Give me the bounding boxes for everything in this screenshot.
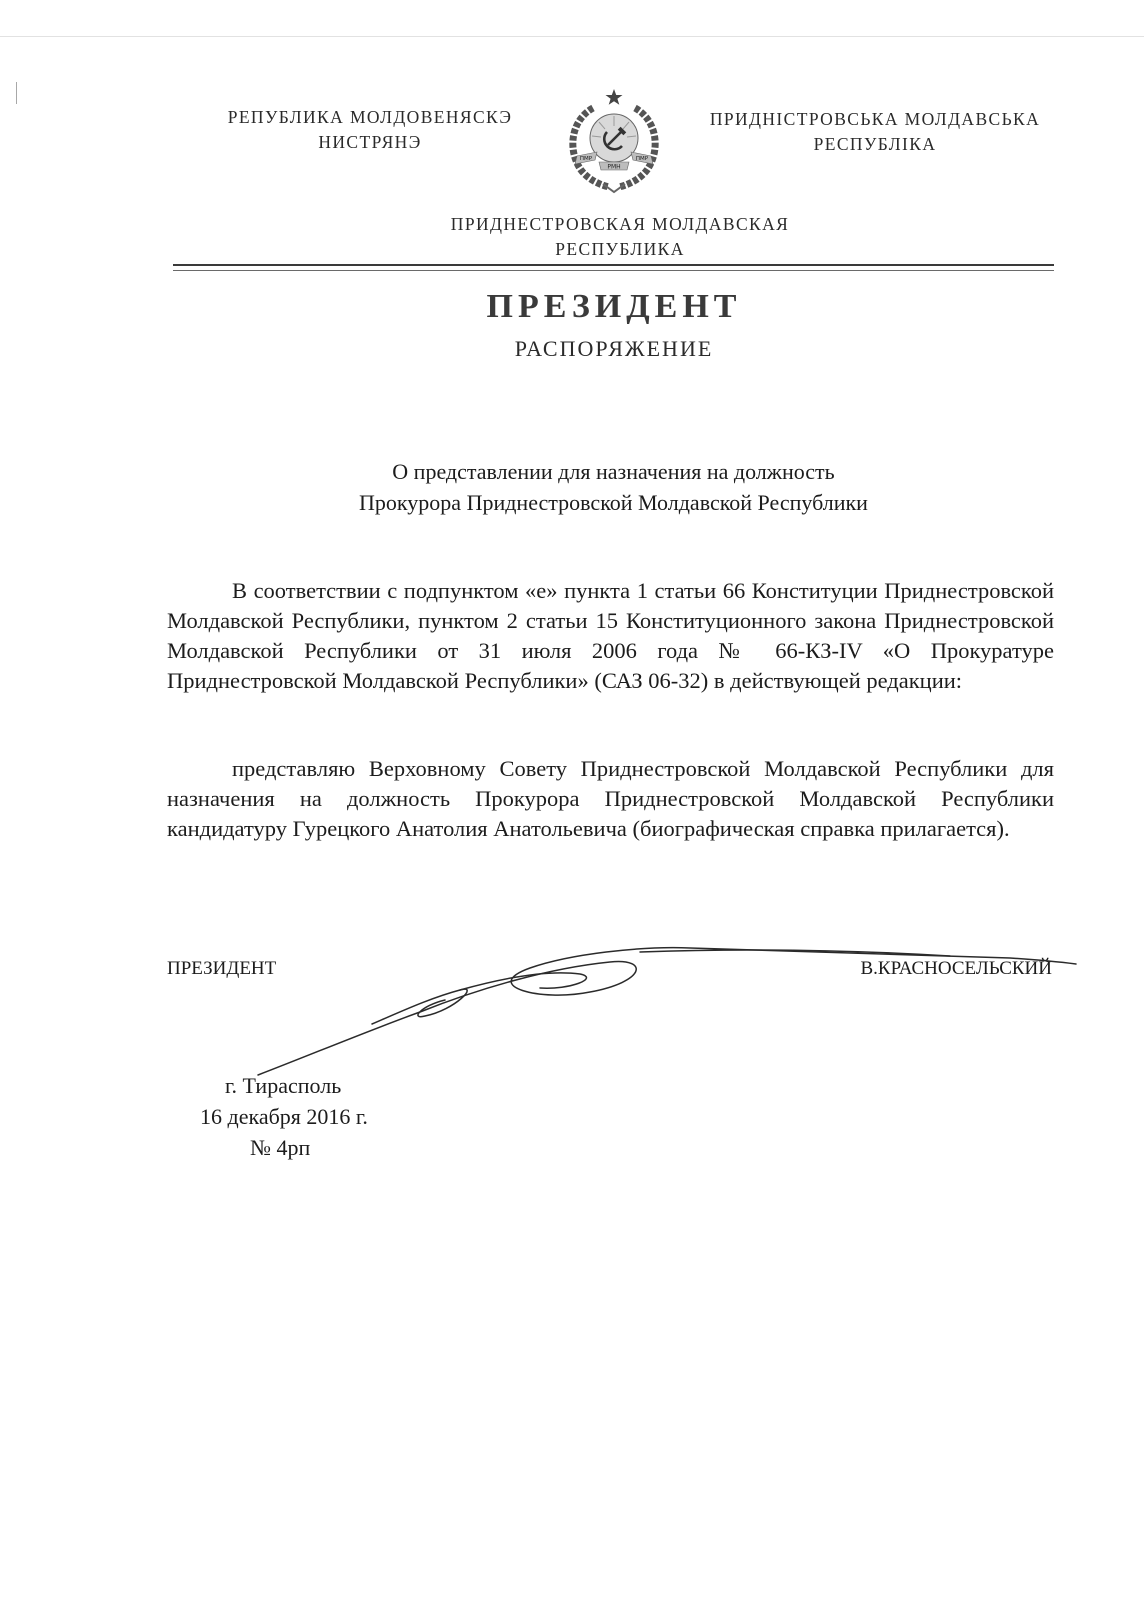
scan-edge-line: [0, 36, 1144, 37]
handwritten-signature: [250, 940, 1080, 1080]
emblem-ribbon-left: ПМР: [579, 156, 593, 162]
header-ukrainian-line2: РЕСПУБЛІКА: [813, 134, 937, 154]
subject-line2: Прокурора Приднестровской Молдавской Республики: [359, 490, 868, 515]
state-emblem-icon: [563, 86, 665, 198]
emblem-ribbon-bottom: РМН: [607, 163, 621, 171]
document-subject: [173, 456, 1054, 518]
header-divider-thin: [173, 270, 1054, 271]
document-title: ПРЕЗИДЕНТ: [486, 288, 742, 325]
header-moldovan-line1: РЕПУБЛИКА МОЛДОВЕНЯСКЭ: [227, 107, 513, 127]
header-russian-line1: ПРИДНЕСТРОВСКАЯ МОЛДАВСКАЯ: [450, 214, 790, 234]
header-moldovan: [190, 105, 550, 155]
subject-line1: О представлении для назначения на должность: [392, 459, 835, 484]
document-number: № 4рп: [250, 1135, 311, 1160]
header-russian: [420, 212, 820, 262]
document-type: РАСПОРЯЖЕНИЕ: [514, 336, 714, 361]
emblem-ribbon-right: ПМР: [635, 156, 649, 162]
signatory-title: ПРЕЗИДЕНТ: [167, 958, 277, 979]
body-paragraph-2: представляю Верховному Совету Приднестровской Молдавской Республики для назначения на должность Прокурора Приднестровской Молдавской Республики кандидатуру Гурецкого Анатолия Анатольевича (биографическая справка прилагается).: [167, 756, 1054, 841]
body-paragraph-1: В соответствии с подпунктом «е» пункта 1 статьи 66 Конституции Приднестровской Молдавской Республики, пунктом 2 статьи 15 Конституционного закона Приднестровской Молдавской Республики от 31 июля 2006 года № 66-КЗ-IV «О Прокуратуре Приднестровской Молдавской Республики» (САЗ 06-32) в действующей редакции:: [167, 578, 1054, 693]
header-russian-line2: РЕСПУБЛИКА: [555, 239, 685, 259]
issue-date: 16 декабря 2016 г.: [200, 1104, 368, 1129]
header-ukrainian-line1: ПРИДНІСТРОВСЬКА МОЛДАВСЬКА: [709, 109, 1041, 129]
header-moldovan-line2: НИСТРЯНЭ: [318, 132, 422, 152]
scan-mark: [16, 82, 17, 104]
header-divider-thick: [173, 264, 1054, 266]
signatory-name: В.КРАСНОСЕЛЬСКИЙ: [860, 958, 1052, 979]
header-ukrainian: [690, 107, 1060, 157]
issue-city: г. Тирасполь: [225, 1073, 342, 1098]
